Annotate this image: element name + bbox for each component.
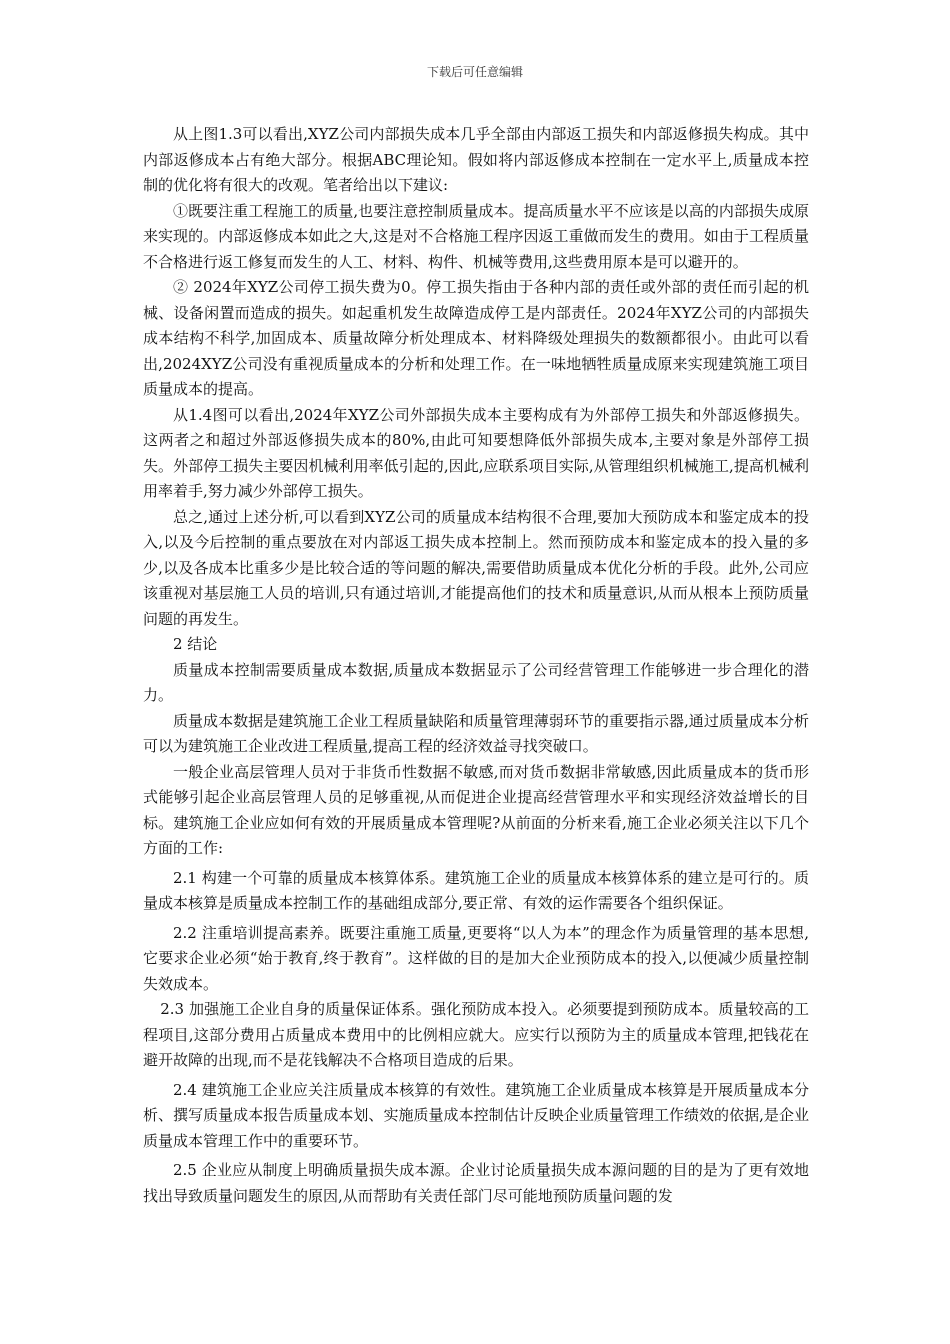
paragraph: 2.5 企业应从制度上明确质量损失成本源。企业讨论质量损失成本源问题的目的是为了更有效地找出导致质量问题发生的原因,从而帮助有关责任部门尽可能地预防质量问题的发	[143, 1161, 809, 1205]
paragraph: 2.2 注重培训提高素养。既要注重施工质量,更要将“以人为本”的理念作为质量管理的基本思想,它要求企业必须“始于教育,终于教育”。这样做的目的是加大企业预防成本的投入,以便减少质量控制失效成本。	[143, 923, 809, 993]
paragraph: 从1.4图可以看出,2024年XYZ公司外部损失成本主要构成有为外部停工损失和外部返修损失。这两者之和超过外部返修损失成本的80%,由此可知要想降低外部损失成本,主要对象是外部停工损失。外部停工损失主要因机械利用率低引起的,因此,应联系项目实际,从管理组织机械施工,提高机械利用率着手,努力减少外部停工损失。	[143, 405, 809, 500]
paragraph: 2.4 建筑施工企业应关注质量成本核算的有效性。建筑施工企业质量成本核算是开展质量成本分析、撰写质量成本报告质量成本划、实施质量成本控制估计反映企业质量管理工作绩效的依据,是企业质量成本管理工作中的重要环节。	[143, 1080, 809, 1150]
section-heading: 2 结论	[173, 635, 218, 653]
paragraph: ② 2024年XYZ公司停工损失费为0。停工损失指由于各种内部的责任或外部的责任而引起的机械、设备闲置而造成的损失。如起重机发生故障造成停工是内部责任。2024年XYZ公司的内部损失成本结构不科学,加固成本、质量故障分析处理成本、材料降级处理损失的数额都很小。由此可以看出,2024XYZ公司没有重视质量成本的分析和处理工作。在一味地牺牲质量成原来实现建筑施工项目质量成本的提高。	[143, 278, 809, 398]
paragraph: 总之,通过上述分析,可以看到XYZ公司的质量成本结构很不合理,要加大预防成本和鉴定成本的投入,以及今后控制的重点要放在对内部返工损失成本控制上。然而预防成本和鉴定成本的投入量的多少,以及各成本比重多少是比较合适的等问题的解决,需要借助质量成本优化分析的手段。此外,公司应该重视对基层施工人员的培训,只有通过培训,才能提高他们的技术和质量意识,从而从根本上预防质量问题的再发生。	[143, 507, 809, 628]
document-body	[143, 122, 809, 1209]
paragraph: 2.3 加强施工企业自身的质量保证体系。强化预防成本投入。必须要提到预防成本。质量较高的工程项目,这部分费用占质量成本费用中的比例相应就大。应实行以预防为主的质量成本管理,把钱花在避开故障的出现,而不是花钱解决不合格项目造成的后果。	[143, 1000, 809, 1069]
paragraph: 质量成本控制需要质量成本数据,质量成本数据显示了公司经营管理工作能够进一步合理化的潜力。	[143, 660, 809, 704]
paragraph: ①既要注重工程施工的质量,也要注意控制质量成本。提高质量水平不应该是以高的内部损失成原来实现的。内部返修成本如此之大,这是对不合格施工程序因返工重做而发生的费用。如由于工程质量不合格进行返工修复而发生的人工、材料、构件、机械等费用,这些费用原本是可以避开的。	[143, 201, 809, 271]
page-header: 下载后可任意编辑	[426, 65, 523, 79]
paragraph: 2.1 构建一个可靠的质量成本核算体系。建筑施工企业的质量成本核算体系的建立是可行的。质量成本核算是质量成本控制工作的基础组成部分,要正常、有效的运作需要各个组织保证。	[143, 868, 809, 912]
paragraph: 质量成本数据是建筑施工企业工程质量缺陷和质量管理薄弱环节的重要指示器,通过质量成本分析可以为建筑施工企业改进工程质量,提高工程的经济效益寻找突破口。	[143, 711, 809, 755]
paragraph: 从上图1.3可以看出,XYZ公司内部损失成本几乎全部由内部返工损失和内部返修损失构成。其中内部返修成本占有绝大部分。根据ABC理论知。假如将内部返修成本控制在一定水平上,质量成本控制的优化将有很大的改观。笔者给出以下建议:	[143, 125, 809, 194]
paragraph: 一般企业高层管理人员对于非货币性数据不敏感,而对货币数据非常敏感,因此质量成本的货币形式能够引起企业高层管理人员的足够重视,从而促进企业提高经营管理水平和实现经济效益增长的目标。建筑施工企业应如何有效的开展质量成本管理呢?从前面的分析来看,施工企业必须关注以下几个方面的工作:	[143, 762, 809, 857]
